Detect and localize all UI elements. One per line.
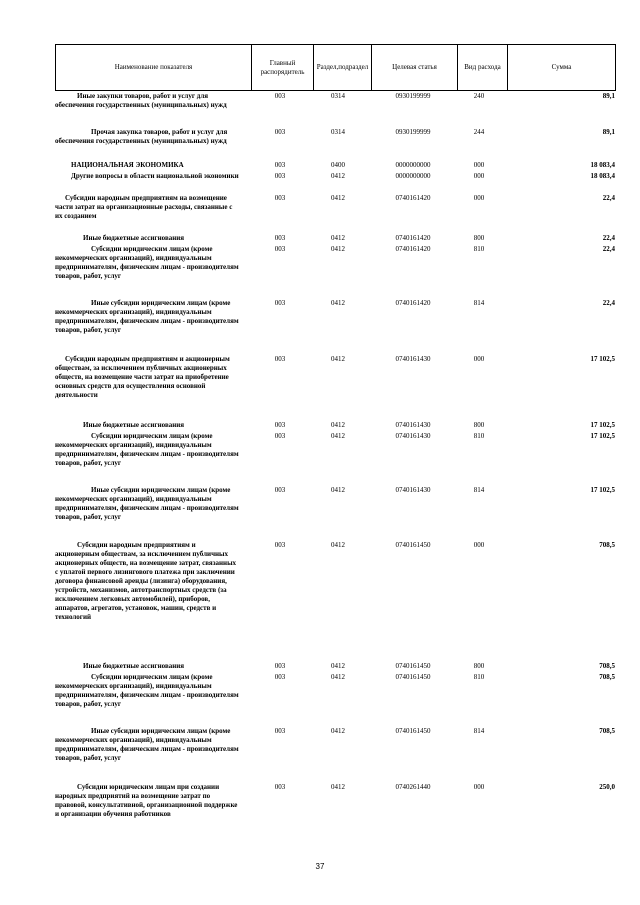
row-celevaya: 0740161450 xyxy=(395,662,431,670)
row-celevaya: 0740261440 xyxy=(395,783,431,791)
row-vid: 814 xyxy=(473,486,485,494)
row-summa: 18 083,4 xyxy=(590,161,615,169)
row-name: Субсидии юридическим лицам (кроме некоммерческих организаций), индивидуальным предпринимателям, физическим лицам - производителям товаров, работ, услуг xyxy=(55,432,239,467)
row-vid: 000 xyxy=(473,541,485,549)
row-glavny: 003 xyxy=(274,541,286,549)
row-razdel: 0314 xyxy=(331,128,345,136)
row-vid: 244 xyxy=(473,128,485,136)
row-razdel: 0412 xyxy=(331,486,345,494)
table-row xyxy=(55,432,615,486)
row-name: Субсидии юридическим лицам (кроме некоммерческих организаций), индивидуальным предпринимателям, физическим лицам - производителям товаров, работ, услуг xyxy=(55,673,239,708)
table-row xyxy=(55,161,615,172)
row-summa: 22,4 xyxy=(602,245,615,253)
row-vid: 810 xyxy=(473,432,485,440)
row-summa: 17 102,5 xyxy=(590,355,615,363)
row-glavny: 003 xyxy=(274,172,286,180)
table-body xyxy=(55,92,615,839)
row-summa: 17 102,5 xyxy=(590,432,615,440)
table-row xyxy=(55,662,615,673)
row-glavny: 003 xyxy=(274,128,286,136)
row-celevaya: 0930199999 xyxy=(395,128,431,136)
row-summa: 708,5 xyxy=(599,662,615,670)
row-razdel: 0412 xyxy=(331,783,345,791)
row-name: Субсидии народным предприятиям и акционерным обществам, за исключением публичных акционерных обществ, на возмещение затрат, связанных с уплатой первого лизингового платежа при заключении договора финансовой аренды (лизинга) оборудования, устройств, механизмов, автотранспортных средств (за исключением легковых автомобилей), приборов, аппаратов, агрегатов, установок, машин, средств и технологий xyxy=(55,541,237,621)
row-celevaya: 0740161420 xyxy=(395,194,431,202)
row-celevaya: 0740161450 xyxy=(395,541,431,549)
row-vid: 800 xyxy=(473,234,485,242)
row-summa: 89,1 xyxy=(602,128,615,136)
row-razdel: 0412 xyxy=(331,432,345,440)
row-glavny: 003 xyxy=(274,194,286,202)
row-celevaya: 0740161450 xyxy=(395,727,431,735)
row-celevaya: 0740161420 xyxy=(395,234,431,242)
row-summa: 17 102,5 xyxy=(590,486,615,494)
row-razdel: 0412 xyxy=(331,299,345,307)
row-summa: 22,4 xyxy=(602,299,615,307)
row-razdel: 0412 xyxy=(331,421,345,429)
table-row xyxy=(55,486,615,541)
table-header xyxy=(55,44,616,91)
row-vid: 814 xyxy=(473,727,485,735)
row-name: Субсидии юридическим лицам (кроме некоммерческих организаций), индивидуальным предпринимателям, физическим лицам - производителям товаров, работ, услуг xyxy=(55,245,239,280)
row-glavny: 003 xyxy=(274,727,286,735)
row-razdel: 0412 xyxy=(331,662,345,670)
header-vid: Вид расхода xyxy=(458,45,508,91)
row-summa: 708,5 xyxy=(599,673,615,681)
row-vid: 000 xyxy=(473,355,485,363)
row-glavny: 003 xyxy=(274,432,286,440)
table-row xyxy=(55,234,615,245)
row-summa: 708,5 xyxy=(599,541,615,549)
row-name: НАЦИОНАЛЬНАЯ ЭКОНОМИКА xyxy=(71,161,184,169)
row-celevaya: 0930199999 xyxy=(395,92,431,100)
row-celevaya: 0740161420 xyxy=(395,299,431,307)
row-summa: 250,0 xyxy=(599,783,615,791)
row-glavny: 003 xyxy=(274,662,286,670)
row-razdel: 0412 xyxy=(331,194,345,202)
table-row xyxy=(55,299,615,355)
table-row xyxy=(55,783,615,839)
page-number: 37 xyxy=(315,862,325,871)
row-summa: 18 083,4 xyxy=(590,172,615,180)
row-razdel: 0412 xyxy=(331,245,345,253)
row-razdel: 0412 xyxy=(331,234,345,242)
row-name: Иные субсидии юридическим лицам (кроме некоммерческих организаций), индивидуальным предпринимателям, физическим лицам - производителям товаров, работ, услуг xyxy=(55,299,239,334)
row-glavny: 003 xyxy=(274,486,286,494)
row-name: Иные бюджетные ассигнования xyxy=(83,421,185,429)
row-glavny: 003 xyxy=(274,355,286,363)
row-glavny: 003 xyxy=(274,161,286,169)
row-summa: 22,4 xyxy=(602,194,615,202)
row-celevaya: 0740161430 xyxy=(395,421,431,429)
table-row xyxy=(55,355,615,421)
row-celevaya: 0000000000 xyxy=(395,161,431,169)
row-razdel: 0412 xyxy=(331,355,345,363)
row-glavny: 003 xyxy=(274,92,286,100)
table-row xyxy=(55,673,615,727)
row-name: Субсидии народным предприятиям и акционерным обществам, за исключением публичных акционерных обществ, на возмещение части затрат на приобретение основных средств для осуществления основной деятельности xyxy=(55,355,230,399)
row-razdel: 0412 xyxy=(331,541,345,549)
table-row xyxy=(55,92,615,128)
row-summa: 89,1 xyxy=(602,92,615,100)
row-glavny: 003 xyxy=(274,673,286,681)
row-summa: 708,5 xyxy=(599,727,615,735)
row-glavny: 003 xyxy=(274,245,286,253)
row-name: Иные закупки товаров, работ и услуг для обеспечения государственных (муниципальных) нужд xyxy=(55,92,227,109)
row-name: Иные субсидии юридическим лицам (кроме некоммерческих организаций), индивидуальным предпринимателям, физическим лицам - производителям товаров, работ, услуг xyxy=(55,486,239,521)
row-name: Прочая закупка товаров, работ и услуг для обеспечения государственных (муниципальных) нужд xyxy=(55,128,228,145)
table-row xyxy=(55,245,615,299)
table-row xyxy=(55,194,615,234)
row-razdel: 0412 xyxy=(331,727,345,735)
row-name: Иные бюджетные ассигнования xyxy=(83,662,185,670)
table-row xyxy=(55,128,615,161)
row-celevaya: 0740161430 xyxy=(395,486,431,494)
row-vid: 000 xyxy=(473,172,485,180)
row-glavny: 003 xyxy=(274,783,286,791)
header-razdel: Раздел,подраздел xyxy=(314,45,372,91)
row-summa: 17 102,5 xyxy=(590,421,615,429)
row-razdel: 0412 xyxy=(331,673,345,681)
row-vid: 800 xyxy=(473,662,485,670)
row-name: Субсидии юридическим лицам при создании народных предприятий на возмещение затрат по правовой, консультативной, организационной поддержке и организации обучения работников xyxy=(55,783,238,818)
row-razdel: 0400 xyxy=(331,161,345,169)
row-celevaya: 0740161430 xyxy=(395,432,431,440)
table-row xyxy=(55,727,615,783)
row-celevaya: 0740161430 xyxy=(395,355,431,363)
row-celevaya: 0740161450 xyxy=(395,673,431,681)
row-razdel: 0314 xyxy=(331,92,345,100)
row-glavny: 003 xyxy=(274,234,286,242)
row-vid: 000 xyxy=(473,783,485,791)
row-vid: 814 xyxy=(473,299,485,307)
row-summa: 22,4 xyxy=(602,234,615,242)
table-row xyxy=(55,421,615,432)
row-vid: 240 xyxy=(473,92,485,100)
row-name: Иные бюджетные ассигнования xyxy=(83,234,185,242)
header-glavny: Главный распорядитель xyxy=(252,45,314,91)
row-glavny: 003 xyxy=(274,299,286,307)
row-vid: 810 xyxy=(473,245,485,253)
header-name: Наименование показателя xyxy=(56,45,252,91)
row-celevaya: 0000000000 xyxy=(395,172,431,180)
row-vid: 810 xyxy=(473,673,485,681)
table-row xyxy=(55,172,615,194)
header-summa: Сумма xyxy=(508,45,616,91)
row-celevaya: 0740161420 xyxy=(395,245,431,253)
row-name: Иные субсидии юридическим лицам (кроме некоммерческих организаций), индивидуальным предпринимателям, физическим лицам - производителям товаров, работ, услуг xyxy=(55,727,239,762)
row-vid: 000 xyxy=(473,161,485,169)
row-name: Субсидии народным предприятиям на возмещение части затрат на организационные расходы, связанные с их созданием xyxy=(55,194,233,220)
table-row xyxy=(55,541,615,662)
header-celevaya: Целевая статья xyxy=(372,45,458,91)
row-razdel: 0412 xyxy=(331,172,345,180)
row-glavny: 003 xyxy=(274,421,286,429)
row-vid: 800 xyxy=(473,421,485,429)
row-vid: 000 xyxy=(473,194,485,202)
row-name: Другие вопросы в области национальной экономики xyxy=(71,172,239,180)
